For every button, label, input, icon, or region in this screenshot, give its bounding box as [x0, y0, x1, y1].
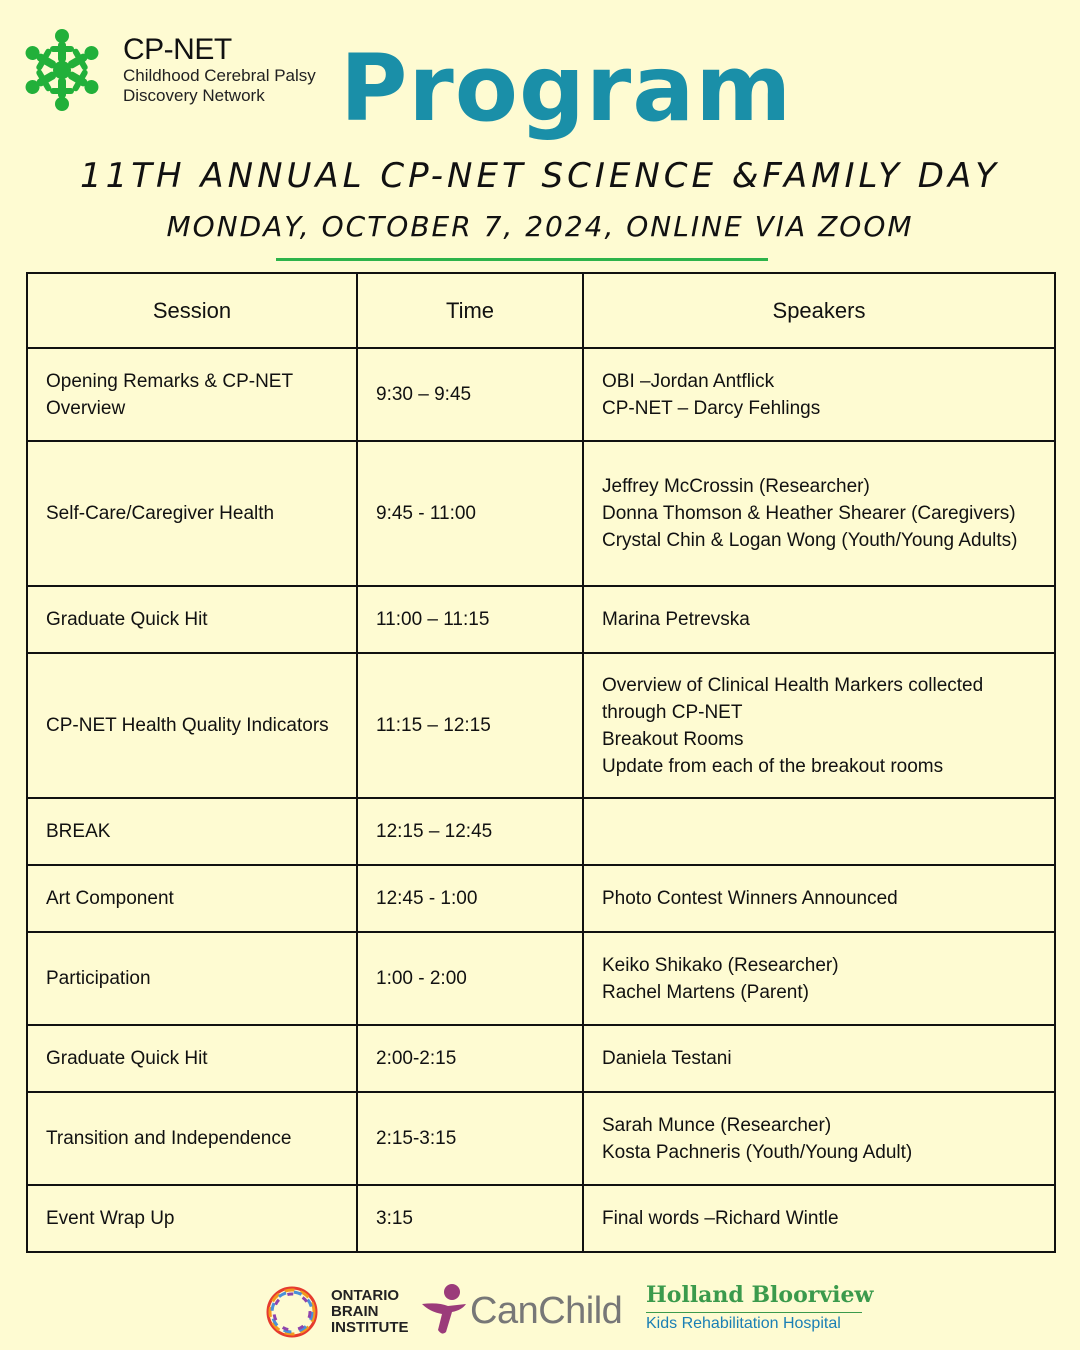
table-row: [27, 586, 1055, 653]
session-cell: BREAK: [27, 798, 357, 865]
event-date: MONDAY, OCTOBER 7, 2024, ONLINE VIA ZOOM: [166, 210, 914, 243]
header-session: Session: [27, 273, 357, 348]
speakers-cell: [583, 1025, 1055, 1092]
program-heading: Program: [340, 35, 793, 142]
speaker-line: Photo Contest Winners Announced: [602, 888, 898, 909]
speakers-cell: [583, 348, 1055, 441]
obi-logo-text: ONTARIO BRAIN INSTITUTE: [331, 1287, 409, 1336]
time-cell: 1:00 - 2:00: [357, 932, 583, 1025]
speaker-line: Crystal Chin & Logan Wong (Youth/Young Adults): [602, 530, 1018, 551]
table-row: [27, 1025, 1055, 1092]
speaker-line: Sarah Munce (Researcher): [602, 1114, 832, 1136]
speaker-line: Rachel Martens (Parent): [602, 981, 809, 1003]
time-cell: 3:15: [357, 1185, 583, 1252]
session-cell: Self-Care/Caregiver Health: [27, 441, 357, 586]
event-title: 11TH ANNUAL CP-NET SCIENCE &FAMILY DAY: [79, 156, 1001, 196]
table-header-row: [27, 273, 1055, 348]
holland-divider: [646, 1312, 862, 1313]
obi-ring-icon: [263, 1283, 321, 1341]
session-cell: Transition and Independence: [27, 1092, 357, 1185]
table-row: [27, 348, 1055, 441]
speakers-cell: [583, 586, 1055, 653]
speaker-line: CP-NET – Darcy Fehlings: [602, 397, 821, 419]
speakers-cell: [583, 653, 1055, 798]
org-line-1: Childhood Cerebral Palsy: [123, 66, 316, 85]
speaker-line: Breakout Rooms: [602, 728, 744, 750]
time-cell: 9:30 – 9:45: [357, 348, 583, 441]
speaker-line: Kosta Pachneris (Youth/Young Adult): [602, 1141, 913, 1163]
time-cell: 12:15 – 12:45: [357, 798, 583, 865]
sponsor-logos: [0, 1276, 1080, 1346]
speaker-line: Marina Petrevska: [602, 609, 750, 630]
speakers-cell: [583, 798, 1055, 865]
session-cell: Art Component: [27, 865, 357, 932]
holland-bloorview-subtitle: Kids Rehabilitation Hospital: [646, 1315, 841, 1332]
table-row: [27, 653, 1055, 798]
header-time: Time: [357, 273, 583, 348]
table-row: [27, 1185, 1055, 1252]
speakers-cell: [583, 441, 1055, 586]
time-cell: 12:45 - 1:00: [357, 865, 583, 932]
speaker-line: Daniela Testani: [602, 1048, 732, 1069]
speaker-line: Jeffrey McCrossin (Researcher): [602, 476, 870, 497]
speakers-cell: [583, 932, 1055, 1025]
cp-net-logo: [14, 26, 110, 114]
speaker-line: Final words –Richard Wintle: [602, 1208, 839, 1229]
time-cell: 11:00 – 11:15: [357, 586, 583, 653]
title-divider: [276, 258, 768, 261]
speaker-line: Donna Thomson & Heather Shearer (Caregivers): [602, 503, 1016, 524]
session-cell: Event Wrap Up: [27, 1185, 357, 1252]
speakers-cell: [583, 1185, 1055, 1252]
session-cell: Opening Remarks & CP-NET Overview: [27, 348, 357, 441]
speakers-cell: [583, 865, 1055, 932]
table-row: [27, 798, 1055, 865]
time-cell: 11:15 – 12:15: [357, 653, 583, 798]
table-row: [27, 441, 1055, 586]
table-row: [27, 865, 1055, 932]
session-cell: CP-NET Health Quality Indicators: [27, 653, 357, 798]
time-cell: 2:15-3:15: [357, 1092, 583, 1185]
org-block: [123, 34, 316, 106]
table-body: [27, 348, 1055, 1252]
speaker-line: Update from each of the breakout rooms: [602, 755, 944, 777]
session-cell: Graduate Quick Hit: [27, 586, 357, 653]
holland-bloorview-title: Holland Bloorview: [646, 1282, 874, 1308]
speakers-cell: [583, 1092, 1055, 1185]
session-cell: Graduate Quick Hit: [27, 1025, 357, 1092]
speaker-line: OBI –Jordan Antflick: [602, 370, 775, 392]
table-row: [27, 932, 1055, 1025]
program-table: [26, 272, 1056, 1253]
header-speakers: Speakers: [583, 273, 1055, 348]
canchild-logo-text: CanChild: [470, 1290, 623, 1332]
org-name: CP-NET: [123, 33, 232, 66]
canchild-figure-icon: [418, 1280, 470, 1338]
org-line-2: Discovery Network: [123, 86, 265, 105]
time-cell: 2:00-2:15: [357, 1025, 583, 1092]
speaker-line: Keiko Shikako (Researcher): [602, 954, 839, 976]
speaker-line: Overview of Clinical Health Markers collected through CP-NET: [602, 674, 984, 723]
session-cell: Participation: [27, 932, 357, 1025]
time-cell: 9:45 - 11:00: [357, 441, 583, 586]
table-row: [27, 1092, 1055, 1185]
